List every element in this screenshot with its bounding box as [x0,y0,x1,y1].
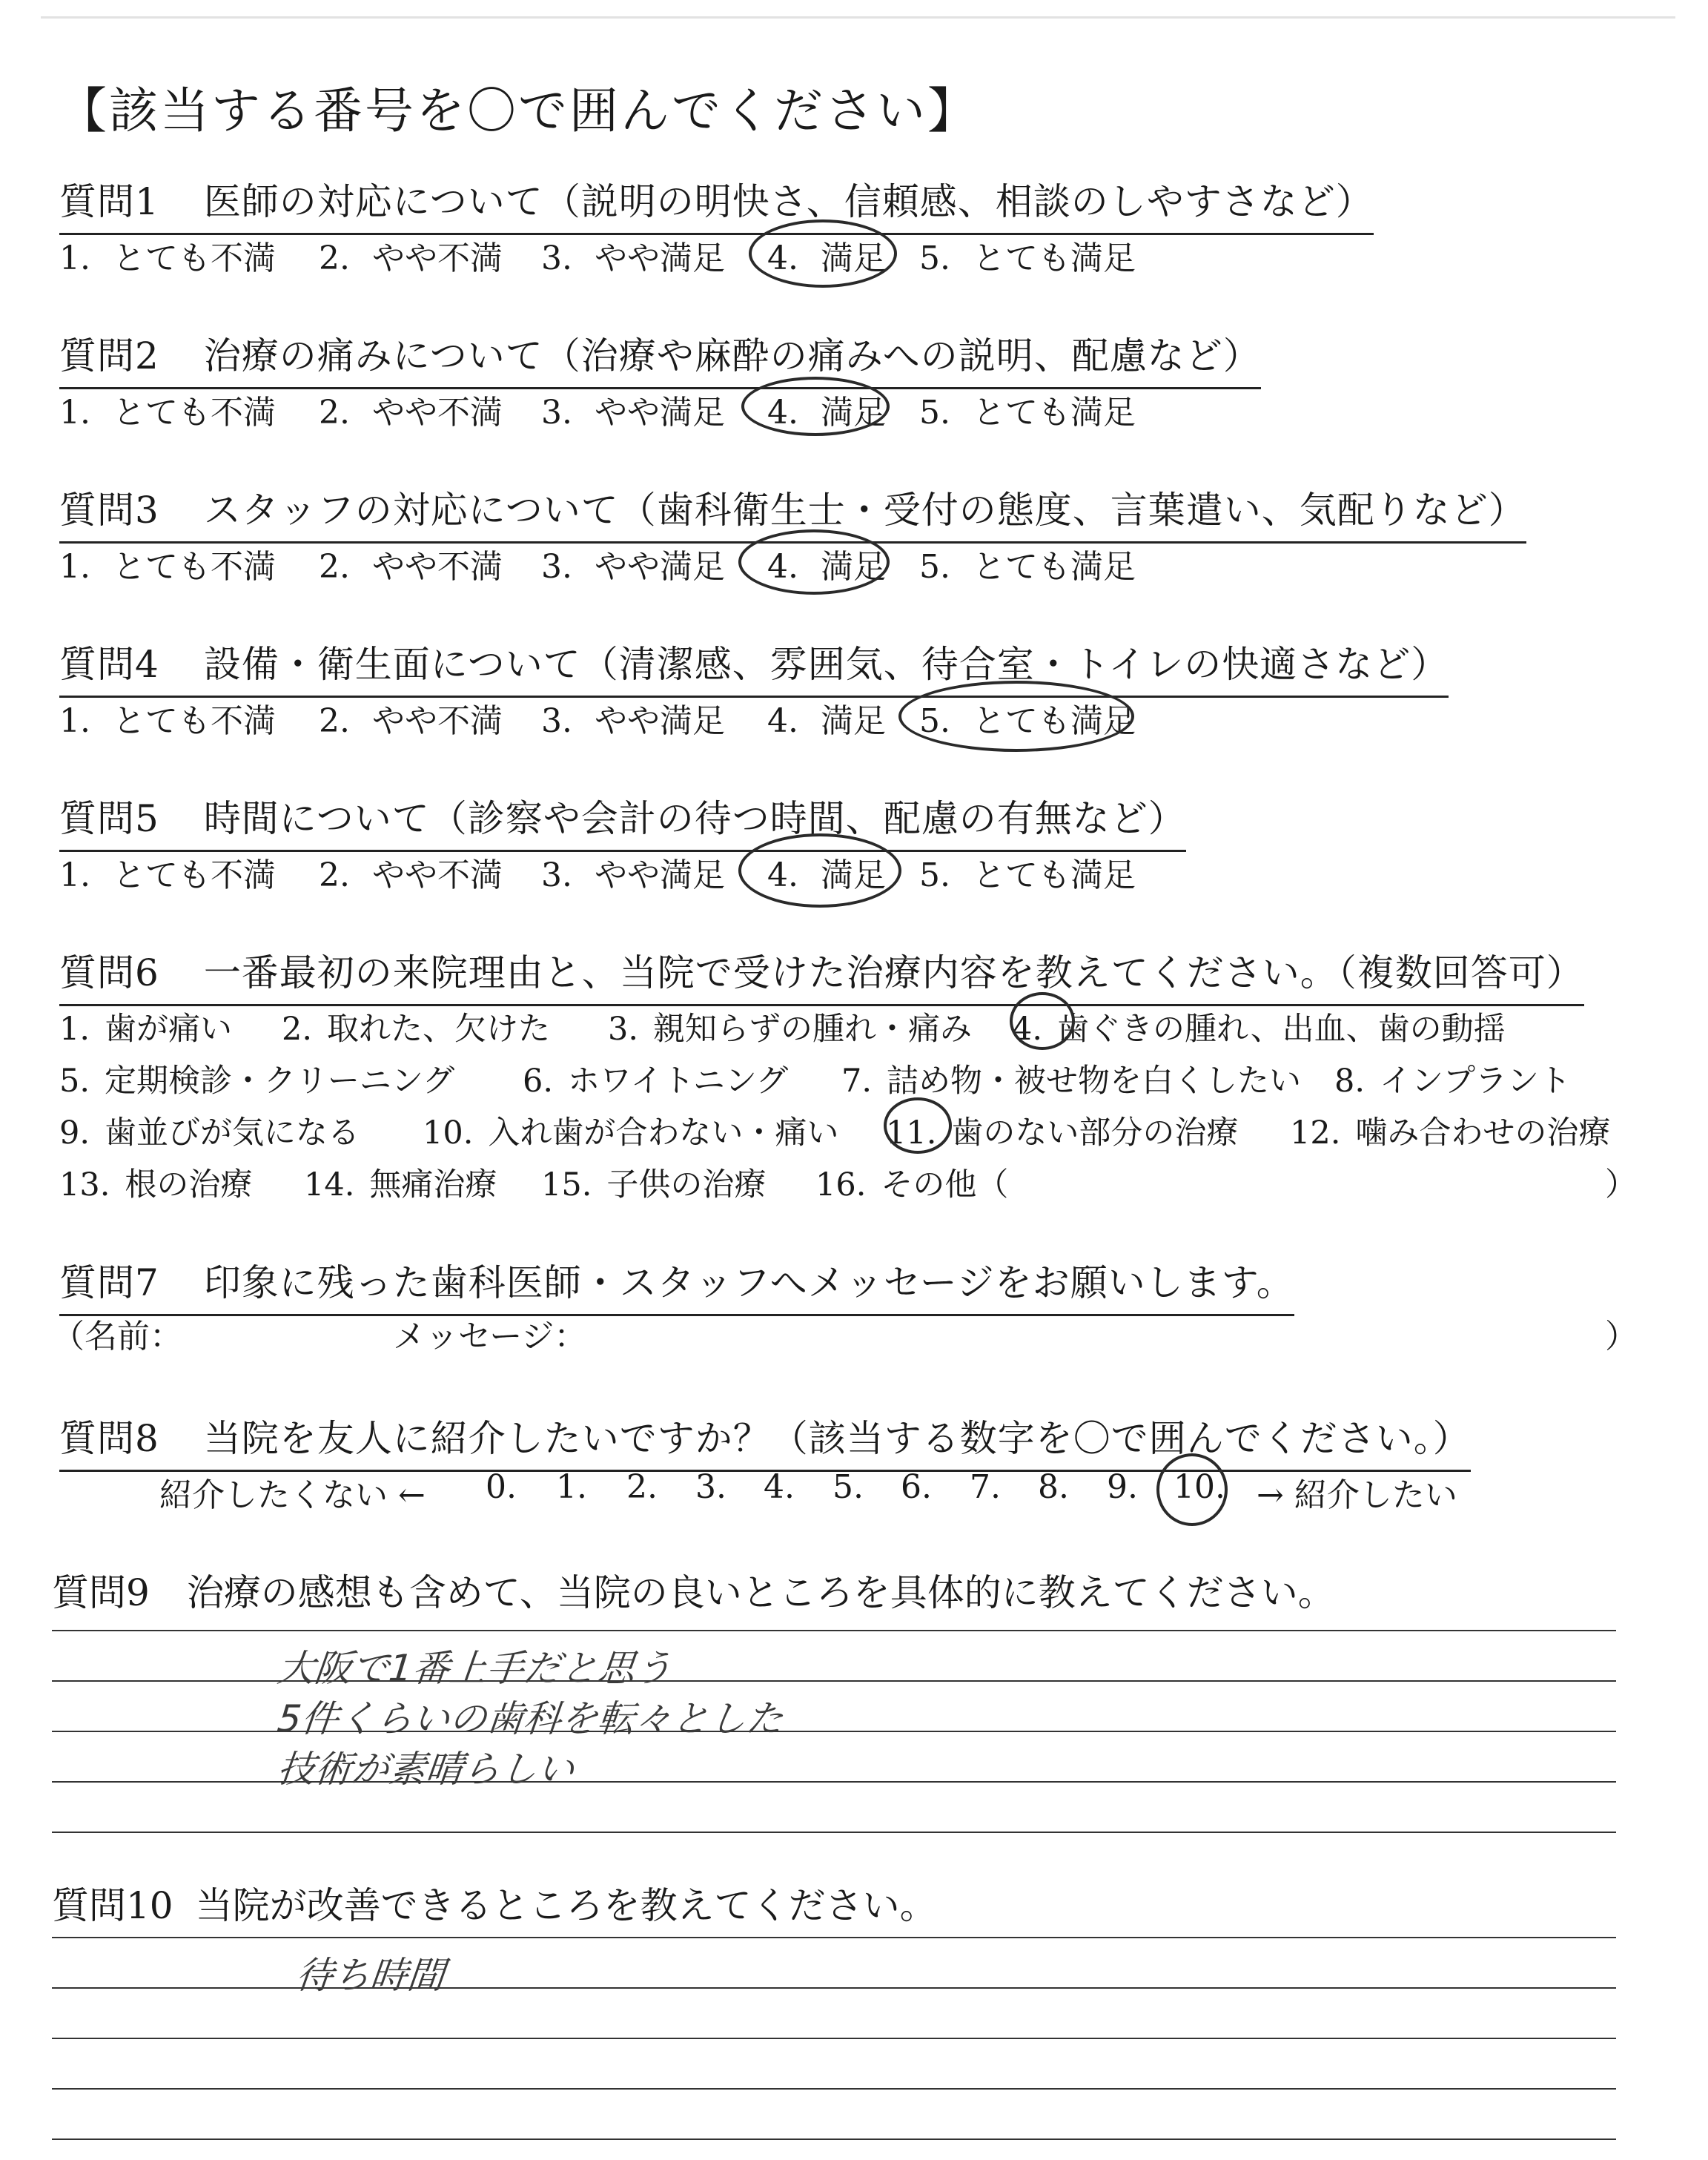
q8-scale-4[interactable]: 4. [764,1468,795,1506]
q1-option-4[interactable]: 4. 満足 [767,240,886,277]
q6-option-13[interactable]: 13. 根の治療 [59,1166,253,1203]
q8-scale-5[interactable]: 5. [833,1468,864,1506]
question-10-title [52,1876,937,1929]
q10-answer-line-1 [52,1937,1616,1938]
q3-option-5[interactable]: 5. とても満足 [919,548,1136,586]
q8-left-label: 紹介したくない ← [159,1476,426,1514]
q2-option-1[interactable]: 1. とても不満 [59,394,276,432]
q1-option-3[interactable]: 3. やや満足 [541,240,725,277]
q3-selection-circle [738,529,890,595]
question-6-number: 質問6 [59,951,159,994]
question-9-number: 質問9 [52,1571,150,1614]
question-4-title [59,635,1449,698]
question-7-text: 印象に残った歯科医師・スタッフへメッセージをお願いします。 [203,1261,1294,1304]
q7-message-label: メッセージ： [393,1318,587,1355]
q8-scale-9[interactable]: 9. [1107,1468,1138,1506]
question-1-text: 医師の対応について（説明の明快さ、信頼感、相談のしやすさなど） [203,180,1374,223]
question-8-text: 当院を友人に紹介したいですか？（該当する数字を〇で囲んでください。） [203,1417,1471,1460]
q9-answer-line-1 [52,1630,1616,1631]
question-4-text: 設備・衛生面について（清潔感、雰囲気、待合室・トイレの快適さなど） [203,643,1449,686]
question-2-title [59,326,1261,389]
question-10-text: 当院が改善できるところを教えてください。 [195,1884,937,1927]
q6-option-5[interactable]: 5. 定期検診・クリーニング [59,1063,455,1100]
question-7-title [59,1253,1294,1316]
q10-answer-line-4 [52,2088,1616,2090]
question-1-number: 質問1 [59,180,159,223]
q3-option-4[interactable]: 4. 満足 [767,548,886,586]
q6-other-close: ） [1605,1166,1637,1203]
q1-option-5[interactable]: 5. とても満足 [919,240,1136,277]
q6-option-9[interactable]: 9. 歯並びが気になる [59,1114,360,1152]
q6-option-7[interactable]: 7. 詰め物・被せ物を白くしたい [841,1063,1302,1100]
question-1-title [59,172,1374,235]
q6-option-3[interactable]: 3. 親知らずの腫れ・痛み [608,1011,973,1048]
q3-option-3[interactable]: 3. やや満足 [541,548,725,586]
q8-scale-6[interactable]: 6. [901,1468,932,1506]
q4-option-3[interactable]: 3. やや満足 [541,702,725,740]
q5-option-5[interactable]: 5. とても満足 [919,856,1136,894]
q9-handwritten-answer-3: 技術が素晴らしい [275,1748,577,1791]
q2-option-2[interactable]: 2. やや不満 [319,394,503,432]
q9-handwritten-answer-1: 大阪で1番上手だと思う [275,1647,675,1690]
q6-option-4[interactable]: 4. 歯ぐきの腫れ、出血、歯の動揺 [1012,1011,1506,1048]
question-9-text: 治療の感想も含めて、当院の良いところを具体的に教えてください。 [186,1571,1335,1614]
q8-scale-8[interactable]: 8. [1038,1468,1069,1506]
q10-answer-line-2 [52,1987,1616,1989]
q8-scale-1[interactable]: 1. [556,1468,587,1506]
q6-selection-circle-11 [884,1097,952,1154]
q4-option-4[interactable]: 4. 満足 [767,702,886,740]
q6-option-10[interactable]: 10. 入れ歯が合わない・痛い [423,1114,839,1152]
q9-handwritten-answer-2: 5件くらいの歯科を転々とした [275,1697,786,1740]
question-8-number: 質問8 [59,1417,159,1460]
q6-option-11[interactable]: 11. 歯のない部分の治療 [886,1114,1239,1152]
top-rule [41,16,1675,19]
page-heading: 【該当する番号を〇で囲んでください】 [58,82,979,139]
question-4-number: 質問4 [59,643,159,686]
q4-selection-circle [898,681,1134,752]
q10-handwritten-answer: 待ち時間 [294,1954,447,1997]
q4-option-5[interactable]: 5. とても満足 [919,702,1136,740]
q8-right-label: → 紹介したい [1257,1476,1457,1514]
question-5-title [59,789,1186,852]
q6-option-1[interactable]: 1. 歯が痛い [59,1011,233,1048]
q2-option-4[interactable]: 4. 満足 [767,394,886,432]
q7-close: ） [1605,1318,1638,1355]
q6-option-8[interactable]: 8. インプラント [1334,1063,1572,1100]
q1-option-2[interactable]: 2. やや不満 [319,240,503,277]
q6-option-2[interactable]: 2. 取れた、欠けた [282,1011,551,1048]
question-5-number: 質問5 [59,797,159,840]
q5-selection-circle [738,833,901,908]
question-3-text: スタッフの対応について（歯科衛生士・受付の態度、言葉遣い、気配りなど） [203,489,1526,532]
question-8-title [59,1409,1471,1472]
question-6-text: 一番最初の来院理由と、当院で受けた治療内容を教えてください。（複数回答可） [203,951,1584,994]
q2-selection-circle [741,377,890,436]
q8-scale-0[interactable]: 0. [486,1468,517,1506]
q6-option-14[interactable]: 14. 無痛治療 [304,1166,497,1203]
q6-selection-circle-4 [1010,992,1075,1050]
question-9-title [52,1563,1335,1616]
q6-option-6[interactable]: 6. ホワイトニング [523,1063,789,1100]
q8-scale-10[interactable]: 10. [1174,1468,1225,1506]
q5-option-3[interactable]: 3. やや満足 [541,856,725,894]
q3-option-2[interactable]: 2. やや不満 [319,548,503,586]
question-2-number: 質問2 [59,334,159,377]
q7-name-label: （名前： [52,1318,182,1355]
q6-option-16[interactable]: 16. その他（ [815,1166,1009,1203]
q4-option-2[interactable]: 2. やや不満 [319,702,503,740]
q5-option-2[interactable]: 2. やや不満 [319,856,503,894]
q6-option-12[interactable]: 12. 噛み合わせの治療 [1290,1114,1611,1152]
q3-option-1[interactable]: 1. とても不満 [59,548,276,586]
q6-option-15[interactable]: 15. 子供の治療 [541,1166,767,1203]
q8-scale-3[interactable]: 3. [695,1468,726,1506]
q2-option-3[interactable]: 3. やや満足 [541,394,725,432]
q5-option-4[interactable]: 4. 満足 [767,856,886,894]
question-2-text: 治療の痛みについて（治療や麻酔の痛みへの説明、配慮など） [203,334,1261,377]
q9-answer-line-5 [52,1832,1616,1833]
q8-scale-2[interactable]: 2. [626,1468,658,1506]
q4-option-1[interactable]: 1. とても不満 [59,702,276,740]
q8-scale-7[interactable]: 7. [970,1468,1001,1506]
question-7-number: 質問7 [59,1261,159,1304]
q5-option-1[interactable]: 1. とても不満 [59,856,276,894]
q8-selection-circle [1156,1453,1228,1526]
question-3-number: 質問3 [59,489,159,532]
q10-answer-line-5 [52,2138,1616,2140]
q10-answer-line-3 [52,2038,1616,2039]
q2-option-5[interactable]: 5. とても満足 [919,394,1136,432]
q1-option-1[interactable]: 1. とても不満 [59,240,276,277]
question-6-title [59,943,1584,1006]
question-5-text: 時間について（診察や会計の待つ時間、配慮の有無など） [203,797,1186,840]
question-10-number: 質問10 [52,1884,173,1927]
q1-selection-circle [749,219,897,288]
